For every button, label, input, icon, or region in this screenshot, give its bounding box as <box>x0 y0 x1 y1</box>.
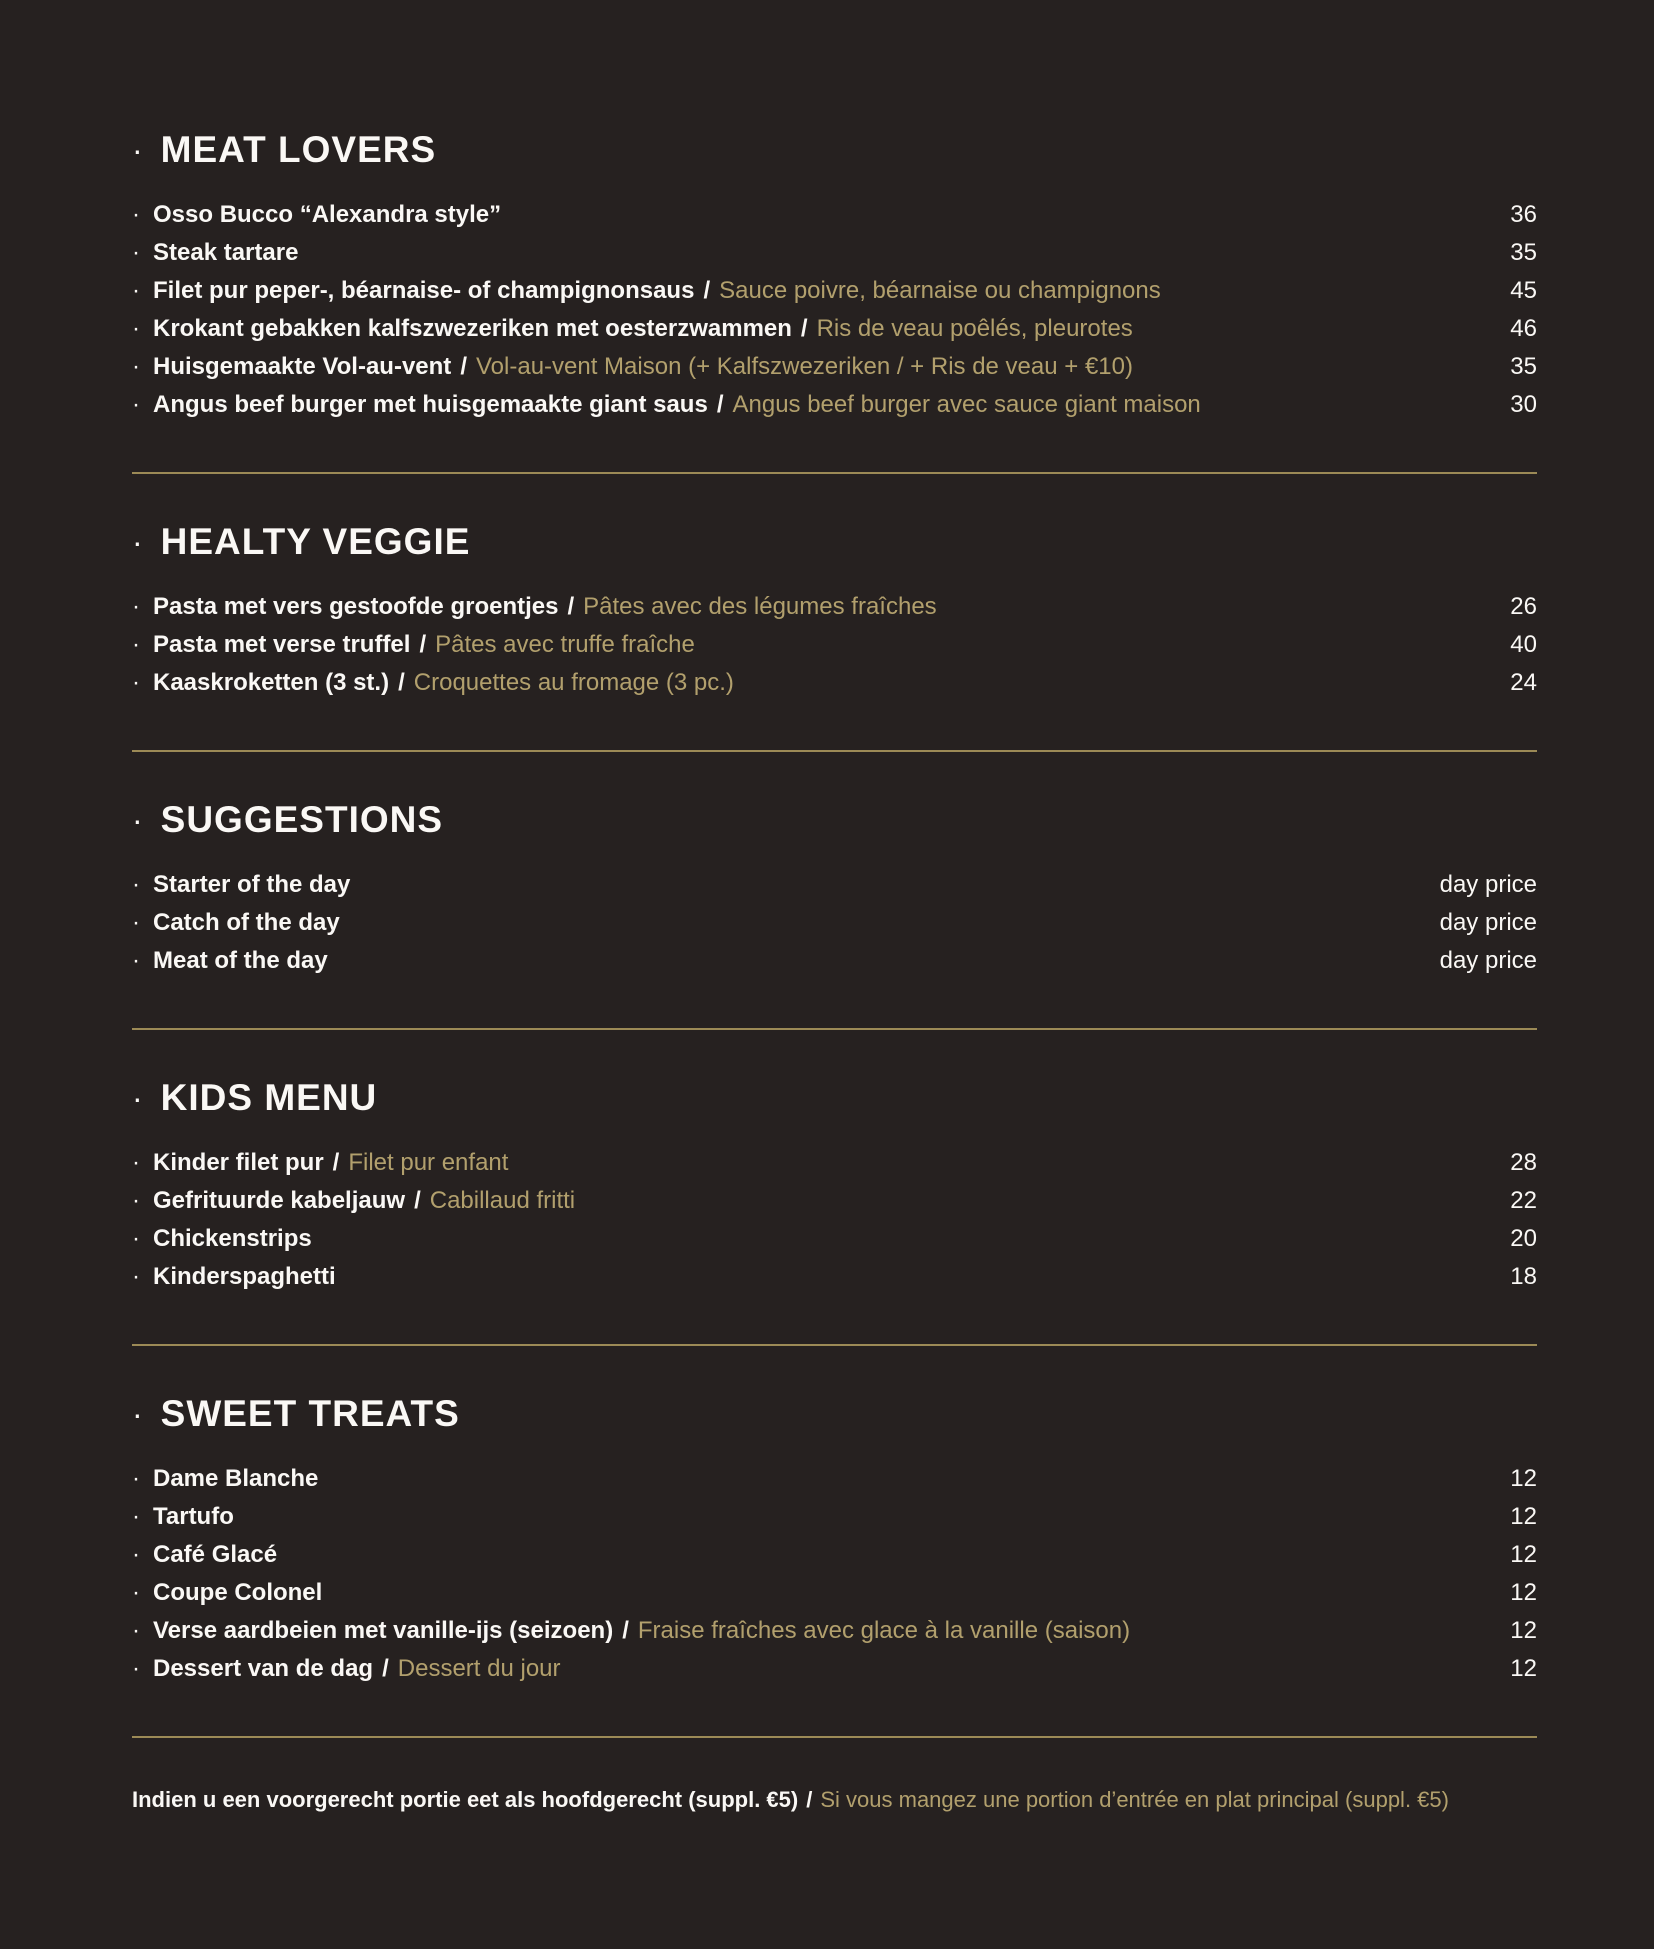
section-item-list <box>132 1144 1537 1296</box>
item-separator: / <box>414 1187 421 1214</box>
section-bullet-dot: · <box>132 802 144 838</box>
menu-item-text <box>132 904 340 942</box>
item-name-dutch: Catch of the day <box>153 909 340 936</box>
menu-sections <box>132 128 1537 1738</box>
menu-item-row <box>132 588 1537 626</box>
item-bullet-dot: · <box>132 1225 140 1252</box>
item-name-dutch: Kinderspaghetti <box>153 1263 336 1290</box>
menu-item-text <box>132 234 298 272</box>
item-name-dutch: Meat of the day <box>153 947 328 974</box>
item-name-french: Ris de veau poêlés, pleurotes <box>816 315 1133 342</box>
item-name-french: Pâtes avec des légumes fraîches <box>583 593 937 620</box>
menu-section <box>132 798 1537 1030</box>
item-name-dutch: Pasta met verse truffel <box>153 631 411 658</box>
item-name-french: Fraise fraîches avec glace à la vanille (saison) <box>637 1617 1131 1644</box>
item-bullet-dot: · <box>132 315 140 342</box>
item-name-dutch: Chickenstrips <box>153 1225 312 1252</box>
item-separator: / <box>567 593 575 620</box>
item-name-french: Croquettes au fromage (3 pc.) <box>413 669 734 696</box>
item-bullet-dot: · <box>132 909 140 936</box>
section-title <box>132 1392 1537 1436</box>
footer-separator: / <box>806 1787 813 1812</box>
item-bullet-dot: · <box>132 1187 140 1214</box>
item-name-french: Dessert du jour <box>397 1655 561 1682</box>
menu-item-text <box>132 348 1133 386</box>
section-title-text: HEALTY VEGGIE <box>160 521 471 562</box>
item-bullet-dot: · <box>132 1541 140 1568</box>
section-title-text: SWEET TREATS <box>160 1393 460 1434</box>
item-price: day price <box>1439 947 1537 974</box>
menu-item-text <box>132 626 695 664</box>
menu-item-text <box>132 1498 234 1536</box>
item-name-dutch: Gefrituurde kabeljauw <box>153 1187 406 1214</box>
item-bullet-dot: · <box>132 391 140 418</box>
item-separator: / <box>716 391 724 418</box>
section-divider-line <box>132 750 1537 752</box>
item-name-dutch: Pasta met vers gestoofde groentjes <box>153 593 559 620</box>
footer-note-french: Si vous mangez une portion d’entrée en plat principal (suppl. €5) <box>820 1787 1449 1812</box>
item-price: 24 <box>1510 669 1537 696</box>
section-bullet-dot: · <box>132 132 144 168</box>
item-price: 28 <box>1510 1149 1537 1176</box>
section-bullet-dot: · <box>132 1080 144 1116</box>
item-name-dutch: Kinder filet pur <box>153 1149 324 1176</box>
menu-item-text <box>132 1220 312 1258</box>
item-price: 12 <box>1510 1617 1537 1644</box>
section-title <box>132 1076 1537 1120</box>
item-bullet-dot: · <box>132 1465 140 1492</box>
item-bullet-dot: · <box>132 593 140 620</box>
item-price: day price <box>1439 871 1537 898</box>
menu-item-row <box>132 1498 1537 1536</box>
menu-item-row <box>132 904 1537 942</box>
menu-item-text <box>132 588 937 626</box>
item-bullet-dot: · <box>132 1503 140 1530</box>
item-price: 20 <box>1510 1225 1537 1252</box>
item-bullet-dot: · <box>132 871 140 898</box>
menu-item-text <box>132 1536 277 1574</box>
section-item-list <box>132 588 1537 702</box>
item-name-french: Sauce poivre, béarnaise ou champignons <box>719 277 1161 304</box>
menu-item-text <box>132 1460 318 1498</box>
item-bullet-dot: · <box>132 1263 140 1290</box>
item-name-dutch: Krokant gebakken kalfszwezeriken met oesterzwammen <box>153 315 792 342</box>
item-price: 12 <box>1510 1465 1537 1492</box>
item-bullet-dot: · <box>132 669 140 696</box>
menu-item-row <box>132 1650 1537 1688</box>
menu-item-row <box>132 1536 1537 1574</box>
item-name-dutch: Kaaskroketten (3 st.) <box>153 669 390 696</box>
item-name-french: Vol-au-vent Maison (+ Kalfszwezeriken / + Ris de veau + €10) <box>475 353 1133 380</box>
item-bullet-dot: · <box>132 1579 140 1606</box>
item-name-french: Pâtes avec truffe fraîche <box>435 631 695 658</box>
item-price: 22 <box>1510 1187 1537 1214</box>
section-bullet-dot: · <box>132 1396 144 1432</box>
item-name-french: Cabillaud fritti <box>429 1187 576 1214</box>
menu-item-row <box>132 1574 1537 1612</box>
menu-item-row <box>132 866 1537 904</box>
item-price: 12 <box>1510 1579 1537 1606</box>
item-bullet-dot: · <box>132 277 140 304</box>
menu-item-row <box>132 1460 1537 1498</box>
section-item-list <box>132 1460 1537 1688</box>
footer-note-dutch: Indien u een voorgerecht portie eet als hoofdgerecht (suppl. €5) <box>132 1787 799 1812</box>
menu-item-row <box>132 1258 1537 1296</box>
item-price: 40 <box>1510 631 1537 658</box>
section-divider-line <box>132 472 1537 474</box>
section-bullet-dot: · <box>132 524 144 560</box>
item-price: 35 <box>1510 353 1537 380</box>
menu-item-text <box>132 866 350 904</box>
menu-item-row <box>132 1182 1537 1220</box>
menu-item-row <box>132 1220 1537 1258</box>
section-item-list <box>132 866 1537 980</box>
menu-item-row <box>132 272 1537 310</box>
menu-item-row <box>132 1144 1537 1182</box>
item-price: 26 <box>1510 593 1537 620</box>
item-price: 12 <box>1510 1541 1537 1568</box>
menu-item-row <box>132 348 1537 386</box>
menu-item-text <box>132 386 1201 424</box>
item-separator: / <box>800 315 808 342</box>
menu-item-text <box>132 1612 1130 1650</box>
menu-section <box>132 128 1537 474</box>
menu-section <box>132 520 1537 752</box>
item-name-dutch: Huisgemaakte Vol-au-vent <box>153 353 452 380</box>
section-title <box>132 128 1537 172</box>
footer-note <box>132 1784 1537 1816</box>
menu-item-text <box>132 942 328 980</box>
menu-item-text <box>132 310 1133 348</box>
menu-item-text <box>132 1258 336 1296</box>
section-title-text: KIDS MENU <box>160 1077 378 1118</box>
item-name-french: Filet pur enfant <box>348 1149 509 1176</box>
menu-item-text <box>132 196 501 234</box>
item-price: 45 <box>1510 277 1537 304</box>
item-price: day price <box>1439 909 1537 936</box>
item-name-dutch: Filet pur peper-, béarnaise- of champignonsaus <box>153 277 695 304</box>
item-bullet-dot: · <box>132 353 140 380</box>
item-separator: / <box>419 631 427 658</box>
section-title-text: SUGGESTIONS <box>160 799 444 840</box>
item-name-dutch: Angus beef burger met huisgemaakte giant saus <box>153 391 708 418</box>
section-title-text: MEAT LOVERS <box>160 129 437 170</box>
item-price: 36 <box>1510 201 1537 228</box>
item-separator: / <box>460 353 467 380</box>
item-separator: / <box>703 277 711 304</box>
menu-item-text <box>132 1182 575 1220</box>
item-name-dutch: Coupe Colonel <box>153 1579 323 1606</box>
item-bullet-dot: · <box>132 239 140 266</box>
menu-item-row <box>132 942 1537 980</box>
item-bullet-dot: · <box>132 947 140 974</box>
menu-item-text <box>132 1574 322 1612</box>
menu-item-row <box>132 386 1537 424</box>
menu-item-row <box>132 626 1537 664</box>
section-divider-line <box>132 1028 1537 1030</box>
item-name-dutch: Dessert van de dag <box>153 1655 374 1682</box>
menu-section <box>132 1076 1537 1346</box>
item-name-french: Angus beef burger avec sauce giant maison <box>732 391 1201 418</box>
item-bullet-dot: · <box>132 1655 140 1682</box>
section-title <box>132 520 1537 564</box>
section-title <box>132 798 1537 842</box>
item-price: 12 <box>1510 1655 1537 1682</box>
item-name-dutch: Dame Blanche <box>153 1465 319 1492</box>
item-bullet-dot: · <box>132 1617 140 1644</box>
item-price: 30 <box>1510 391 1537 418</box>
item-separator: / <box>332 1149 340 1176</box>
menu-section <box>132 1392 1537 1738</box>
menu-item-row <box>132 310 1537 348</box>
item-name-dutch: Starter of the day <box>153 871 351 898</box>
item-name-dutch: Tartufo <box>153 1503 234 1530</box>
item-price: 35 <box>1510 239 1537 266</box>
menu-item-text <box>132 1144 508 1182</box>
item-price: 18 <box>1510 1263 1537 1290</box>
item-price: 46 <box>1510 315 1537 342</box>
item-bullet-dot: · <box>132 201 140 228</box>
menu-item-row <box>132 1612 1537 1650</box>
section-item-list <box>132 196 1537 424</box>
item-separator: / <box>622 1617 629 1644</box>
menu-item-row <box>132 196 1537 234</box>
menu-item-text <box>132 272 1161 310</box>
item-name-dutch: Café Glacé <box>153 1541 278 1568</box>
item-separator: / <box>382 1655 389 1682</box>
section-divider-line <box>132 1736 1537 1738</box>
item-bullet-dot: · <box>132 631 140 658</box>
menu-item-row <box>132 664 1537 702</box>
item-name-dutch: Osso Bucco “Alexandra style” <box>153 201 502 228</box>
section-divider-line <box>132 1344 1537 1346</box>
item-bullet-dot: · <box>132 1149 140 1176</box>
menu-item-row <box>132 234 1537 272</box>
menu-item-text <box>132 664 734 702</box>
item-name-dutch: Steak tartare <box>153 239 299 266</box>
item-name-dutch: Verse aardbeien met vanille-ijs (seizoen) <box>153 1617 614 1644</box>
item-separator: / <box>398 669 405 696</box>
menu-item-text <box>132 1650 561 1688</box>
item-price: 12 <box>1510 1503 1537 1530</box>
